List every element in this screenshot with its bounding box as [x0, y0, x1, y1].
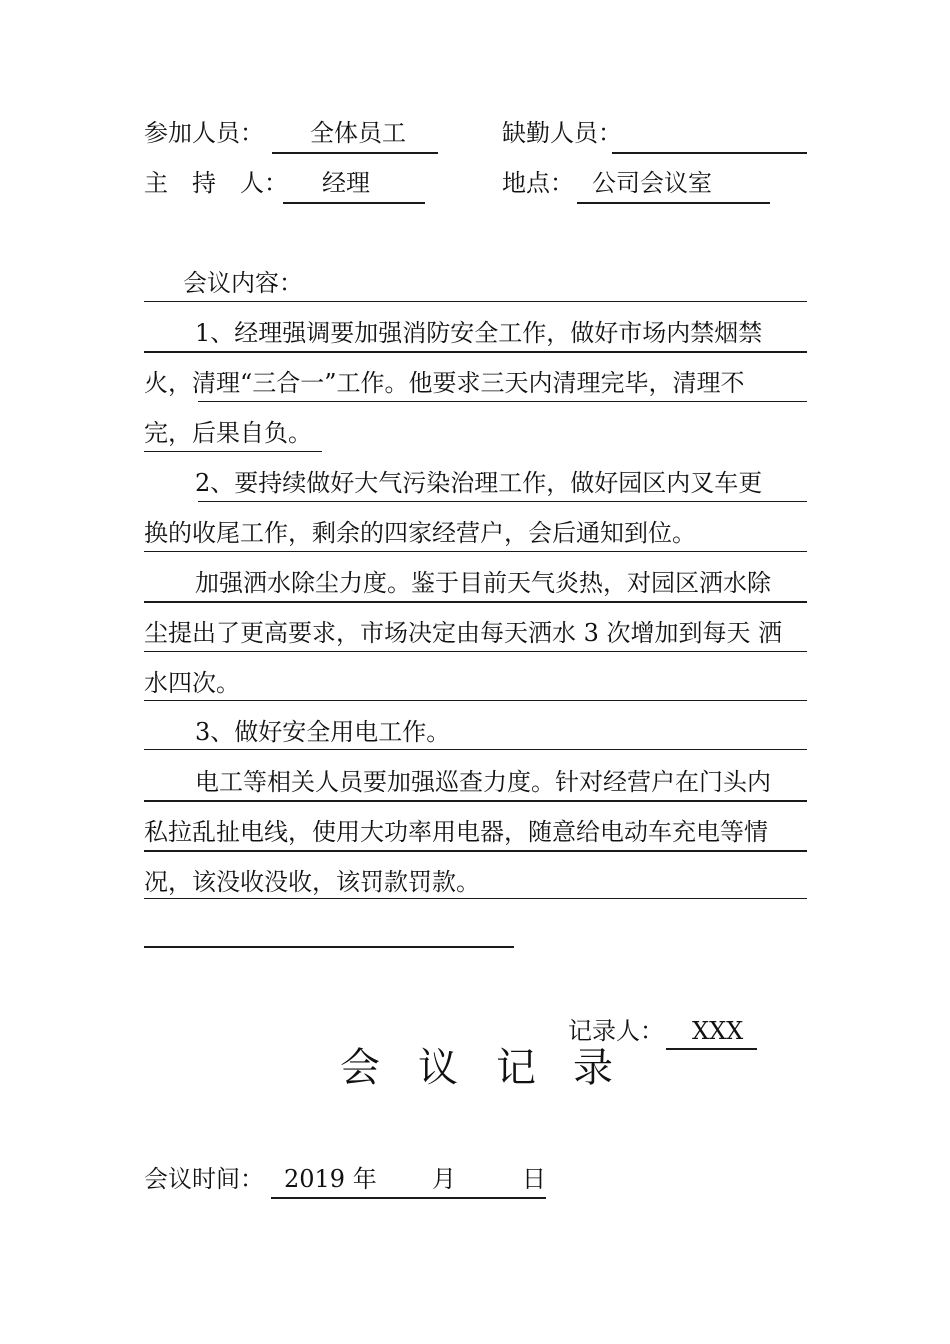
content-line-rule: [144, 700, 807, 701]
content-heading-underline: [144, 301, 807, 302]
page-title: [0, 1044, 950, 1092]
content-heading: 会议内容：: [183, 269, 303, 297]
content-line-rule: [144, 601, 807, 603]
content-line-rule: [144, 351, 807, 353]
content-line-rule: [144, 749, 807, 750]
content-line-rule: [198, 501, 807, 502]
absentees-underline: [612, 152, 807, 154]
attendees-label: 参加人员：: [144, 119, 264, 147]
content-line-rule: [144, 850, 807, 852]
meeting-time-month: 月: [432, 1165, 456, 1193]
content-line: 水四次。: [144, 669, 240, 697]
location-label: 地点：: [502, 169, 574, 197]
content-line-rule: [144, 898, 807, 899]
content-line: 1、经理强调要加强消防安全工作，做好市场内禁烟禁: [195, 319, 763, 347]
absentees-label: 缺勤人员：: [502, 119, 622, 147]
meeting-time-day: 日: [522, 1165, 546, 1193]
attendees-underline: [272, 152, 438, 154]
recorder-value: XXX: [692, 1017, 744, 1045]
content-line: 2、要持续做好大气污染治理工作，做好园区内叉车更: [195, 469, 763, 497]
content-line: 尘提出了更高要求，市场决定由每天洒水 3 次增加到每天 洒: [144, 619, 783, 647]
content-line-rule: [144, 551, 807, 552]
recorder-label: 记录人：: [568, 1017, 664, 1045]
content-line: 完，后果自负。: [144, 419, 312, 447]
location-value: 公司会议室: [592, 169, 712, 197]
title-char: 录: [573, 1045, 613, 1091]
title-char: 会: [340, 1045, 380, 1091]
content-line-rule: [144, 800, 807, 802]
title-char: 议: [418, 1045, 458, 1091]
meeting-time-label: 会议时间：: [144, 1165, 264, 1193]
host-value: 经理: [322, 169, 370, 197]
content-line-rule: [144, 451, 322, 452]
title-char: 记: [496, 1045, 536, 1091]
content-line: 换的收尾工作，剩余的四家经营户，会后通知到位。: [144, 519, 696, 547]
host-label: 主 持 人：: [144, 169, 288, 197]
content-line-rule: [144, 651, 807, 652]
content-line: 加强洒水除尘力度。鉴于目前天气炎热，对园区洒水除: [195, 569, 771, 597]
content-line: 私拉乱扯电线，使用大功率用电器，随意给电动车充电等情: [144, 818, 768, 846]
content-line: 火，清理“三合一”工作。他要求三天内清理完毕，清理不: [144, 369, 745, 397]
content-end-rule: [144, 946, 514, 948]
meeting-time-underline: [271, 1197, 546, 1199]
location-underline: [577, 202, 770, 204]
content-line: 3、做好安全用电工作。: [195, 718, 451, 746]
meeting-time-year: 2019 年: [284, 1165, 377, 1193]
content-line: 电工等相关人员要加强巡查力度。针对经营户在门头内: [195, 768, 771, 796]
attendees-value: 全体员工: [310, 119, 406, 147]
content-line-rule: [198, 401, 807, 402]
host-underline: [283, 202, 425, 204]
content-line: 况，该没收没收，该罚款罚款。: [144, 868, 480, 896]
